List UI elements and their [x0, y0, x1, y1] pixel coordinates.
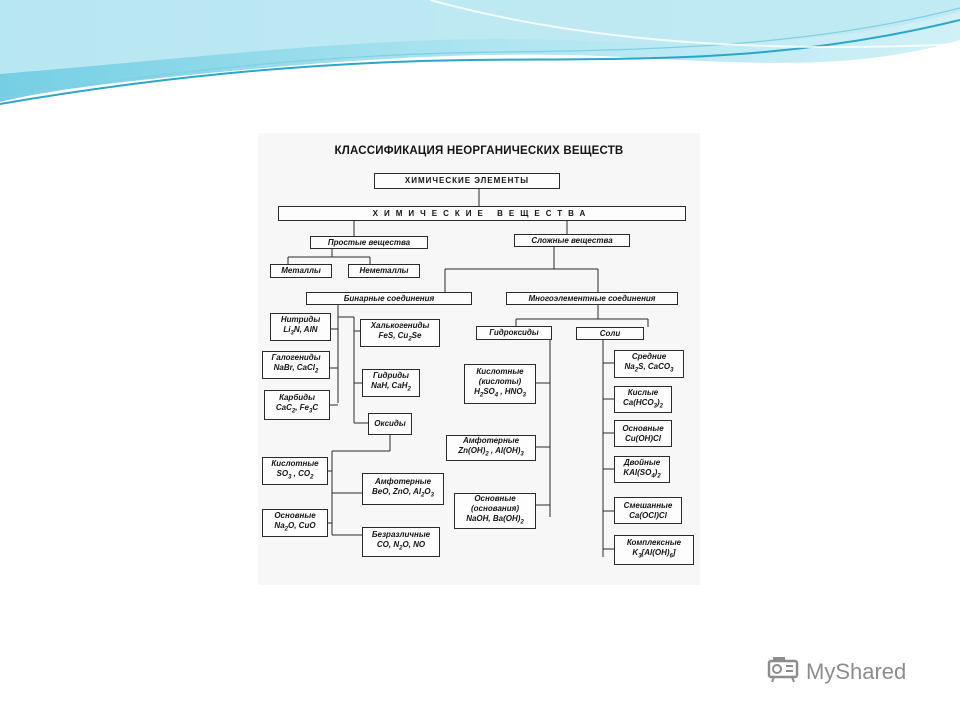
double-salts-examples: $KAl(SO_4)_2$ [623, 467, 661, 480]
basic-hydroxides-examples: NaOH, $Ba(OH)_2$ [466, 514, 524, 526]
amphoteric-hydroxides-examples: $Zn(OH)_2$ , $Al(OH)_3$ [458, 446, 524, 458]
node-carbides: Карбиды CaC$_2$, $Fe_3C$ [264, 390, 330, 420]
mixed-salts-examples: Ca(OCl)Cl [629, 510, 667, 520]
node-basic-hydroxides: Основные (основания) NaOH, $Ba(OH)_2$ [454, 493, 536, 529]
middle-salts-examples: $Na_2S$, CaCO$_3$ [624, 362, 674, 374]
node-basic-oxides: Основные $Na_2O$, CuO [262, 509, 328, 537]
halides-examples: NaBr, CaCl$_2$ [273, 363, 319, 375]
node-simple-substances: Простые вещества [310, 236, 428, 249]
node-complex-salts: Комплексные $K_3[Al(OH)_6]$ [614, 535, 694, 565]
node-amphoteric-hydroxides: Амфотерные $Zn(OH)_2$ , $Al(OH)_3$ [446, 435, 536, 461]
node-nonmetals: Неметаллы [348, 264, 420, 278]
projector-icon [766, 654, 802, 689]
node-middle-salts: Средние $Na_2S$, CaCO$_3$ [614, 350, 684, 378]
acid-salts-examples: $Ca(HCO_3)_2$ [622, 397, 664, 410]
node-nitrides: Нитриды $Li_3N$, AlN [270, 313, 331, 341]
node-chalcogenides: Халькогениды FeS, $Cu_2Se$ [360, 319, 440, 347]
complex-salts-examples: $K_3[Al(OH)_6]$ [632, 548, 676, 560]
amphoteric-oxides-examples: BeO, ZnO, $Al_2O_3$ [372, 487, 434, 499]
basic-oxides-examples: $Na_2O$, CuO [274, 521, 316, 533]
node-hydroxides: Гидроксиды [476, 326, 552, 340]
node-salts: Соли [576, 327, 644, 340]
node-multielement-compounds: Многоэлементные соединения [506, 292, 678, 305]
node-acidic-hydroxides: Кислотные (кислоты) $H_2SO_4$ , $HNO_3$ [464, 364, 536, 404]
node-oxides: Оксиды [368, 413, 412, 435]
node-double-salts: Двойные $KAl(SO_4)_2$ [614, 456, 670, 483]
chalcogenides-examples: FeS, $Cu_2Se$ [378, 331, 422, 343]
node-complex-substances: Сложные вещества [514, 234, 630, 247]
myshared-logo [766, 654, 906, 689]
node-halides: Галогениды NaBr, CaCl$_2$ [262, 351, 330, 379]
node-chemical-elements: ХИМИЧЕСКИЕ ЭЛЕМЕНТЫ [374, 173, 560, 189]
node-hydrides: Гидриды NaH, CaH$_2$ [362, 369, 420, 397]
carbides-examples: CaC$_2$, $Fe_3C$ [275, 403, 319, 415]
basic-salts-examples: Cu(OH)Cl [625, 433, 661, 443]
node-acid-salts: Кислые $Ca(HCO_3)_2$ [614, 386, 672, 413]
node-acidic-oxides: Кислотные $SO_3$ , $CO_2$ [262, 457, 328, 485]
node-chemical-substances: ХИМИЧЕСКИЕ ВЕЩЕСТВА [278, 206, 686, 221]
classification-diagram [258, 133, 700, 585]
acidic-hydroxides-examples: $H_2SO_4$ , $HNO_3$ [474, 387, 526, 399]
hydrides-examples: NaH, CaH$_2$ [371, 381, 411, 393]
acidic-oxides-examples: $SO_3$ , $CO_2$ [276, 469, 314, 481]
node-basic-salts: Основные Cu(OH)Cl [614, 420, 672, 447]
node-mixed-salts: Смешанные Ca(OCl)Cl [614, 497, 682, 524]
node-amphoteric-oxides: Амфотерные BeO, ZnO, $Al_2O_3$ [362, 473, 444, 505]
logo-text: MyShared [806, 658, 907, 684]
node-binary-compounds: Бинарные соединения [306, 292, 472, 305]
indifferent-oxides-examples: CO, $N_2O$, NO [376, 540, 426, 552]
header-wave-decoration [0, 0, 960, 140]
diagram-title: КЛАССИФИКАЦИЯ НЕОРГАНИЧЕСКИХ ВЕЩЕСТВ [334, 145, 624, 157]
nitrides-examples: $Li_3N$, AlN [283, 325, 318, 337]
node-metals: Металлы [270, 264, 332, 278]
node-indifferent-oxides: Безразличные CO, $N_2O$, NO [362, 527, 440, 557]
